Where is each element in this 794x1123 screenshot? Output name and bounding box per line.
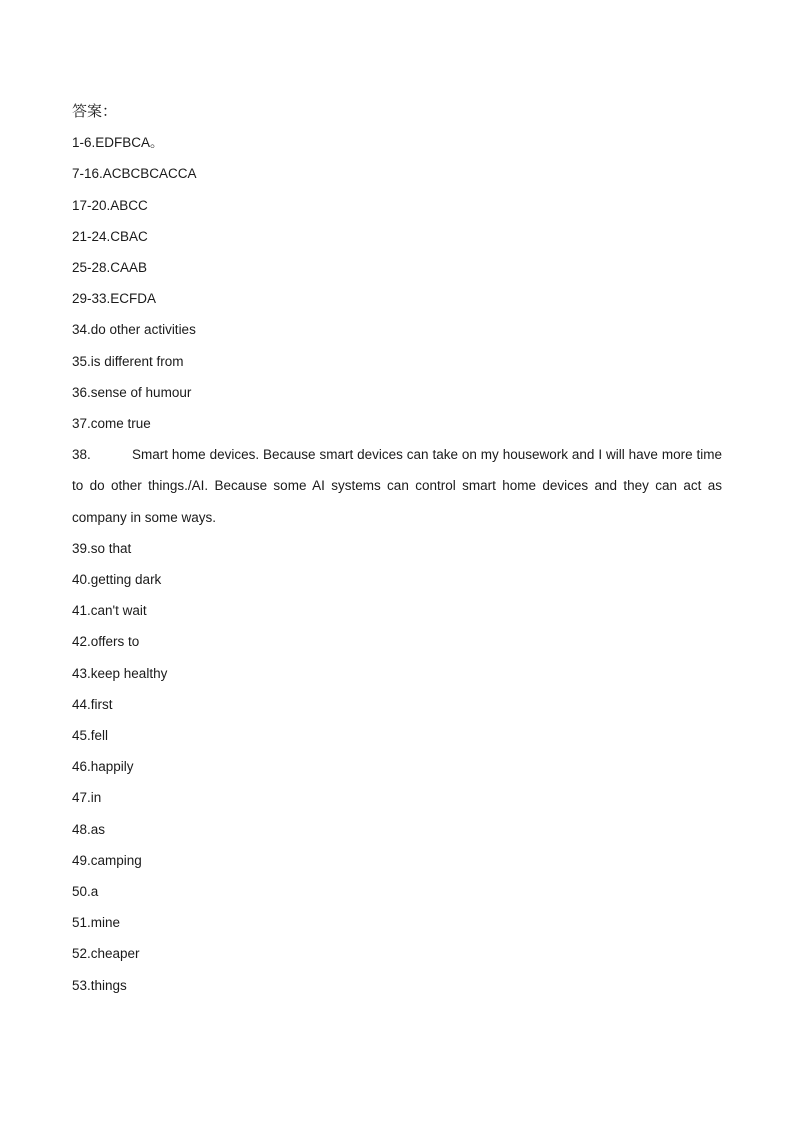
answer-line: 46.happily [72,759,134,775]
answer-line: 52.cheaper [72,946,140,962]
answer-heading: 答案： [72,103,118,120]
answer-line: 50.a [72,884,99,900]
answer-line: 53.things [72,977,127,993]
answer-line: 1-6.EDFBCA。 [72,135,164,151]
answer-line: 39.so that [72,540,132,556]
answer-line: 40.getting dark [72,572,162,588]
answer-38-number: 38. [72,447,91,463]
answer-38-text: Smart home devices. Because smart devices can take on my housework and I will have more time to do other things./AI. Because some AI systems can control smart home devices and they can act as company in some ways. [72,447,722,525]
answer-line: 49.camping [72,852,142,868]
answer-document [72,96,722,1001]
answer-line: 44.first [72,696,113,712]
answer-line: 34.do other activities [72,322,196,338]
answer-line: 21-24.CBAC [72,228,148,244]
answer-line: 48.as [72,821,106,837]
answer-38-paragraph [72,439,722,533]
answer-list-a [72,127,722,439]
answer-line: 36.sense of humour [72,384,192,400]
answer-line: 43.keep healthy [72,665,168,681]
answer-line: 17-20.ABCC [72,197,148,213]
answer-line: 35.is different from [72,353,184,369]
answer-line: 41.can't wait [72,603,147,619]
answer-line: 25-28.CAAB [72,260,148,275]
answer-line: 47.in [72,790,102,806]
answer-line: 29-33.ECFDA [72,291,157,307]
answer-line: 45.fell [72,728,109,744]
answer-line: 7-16.ACBCBCACCA [72,166,197,182]
answer-line: 37.come true [72,416,151,432]
answer-line: 51.mine [72,915,121,931]
answer-line: 42.offers to [72,634,140,650]
answer-list-b [72,533,722,1001]
